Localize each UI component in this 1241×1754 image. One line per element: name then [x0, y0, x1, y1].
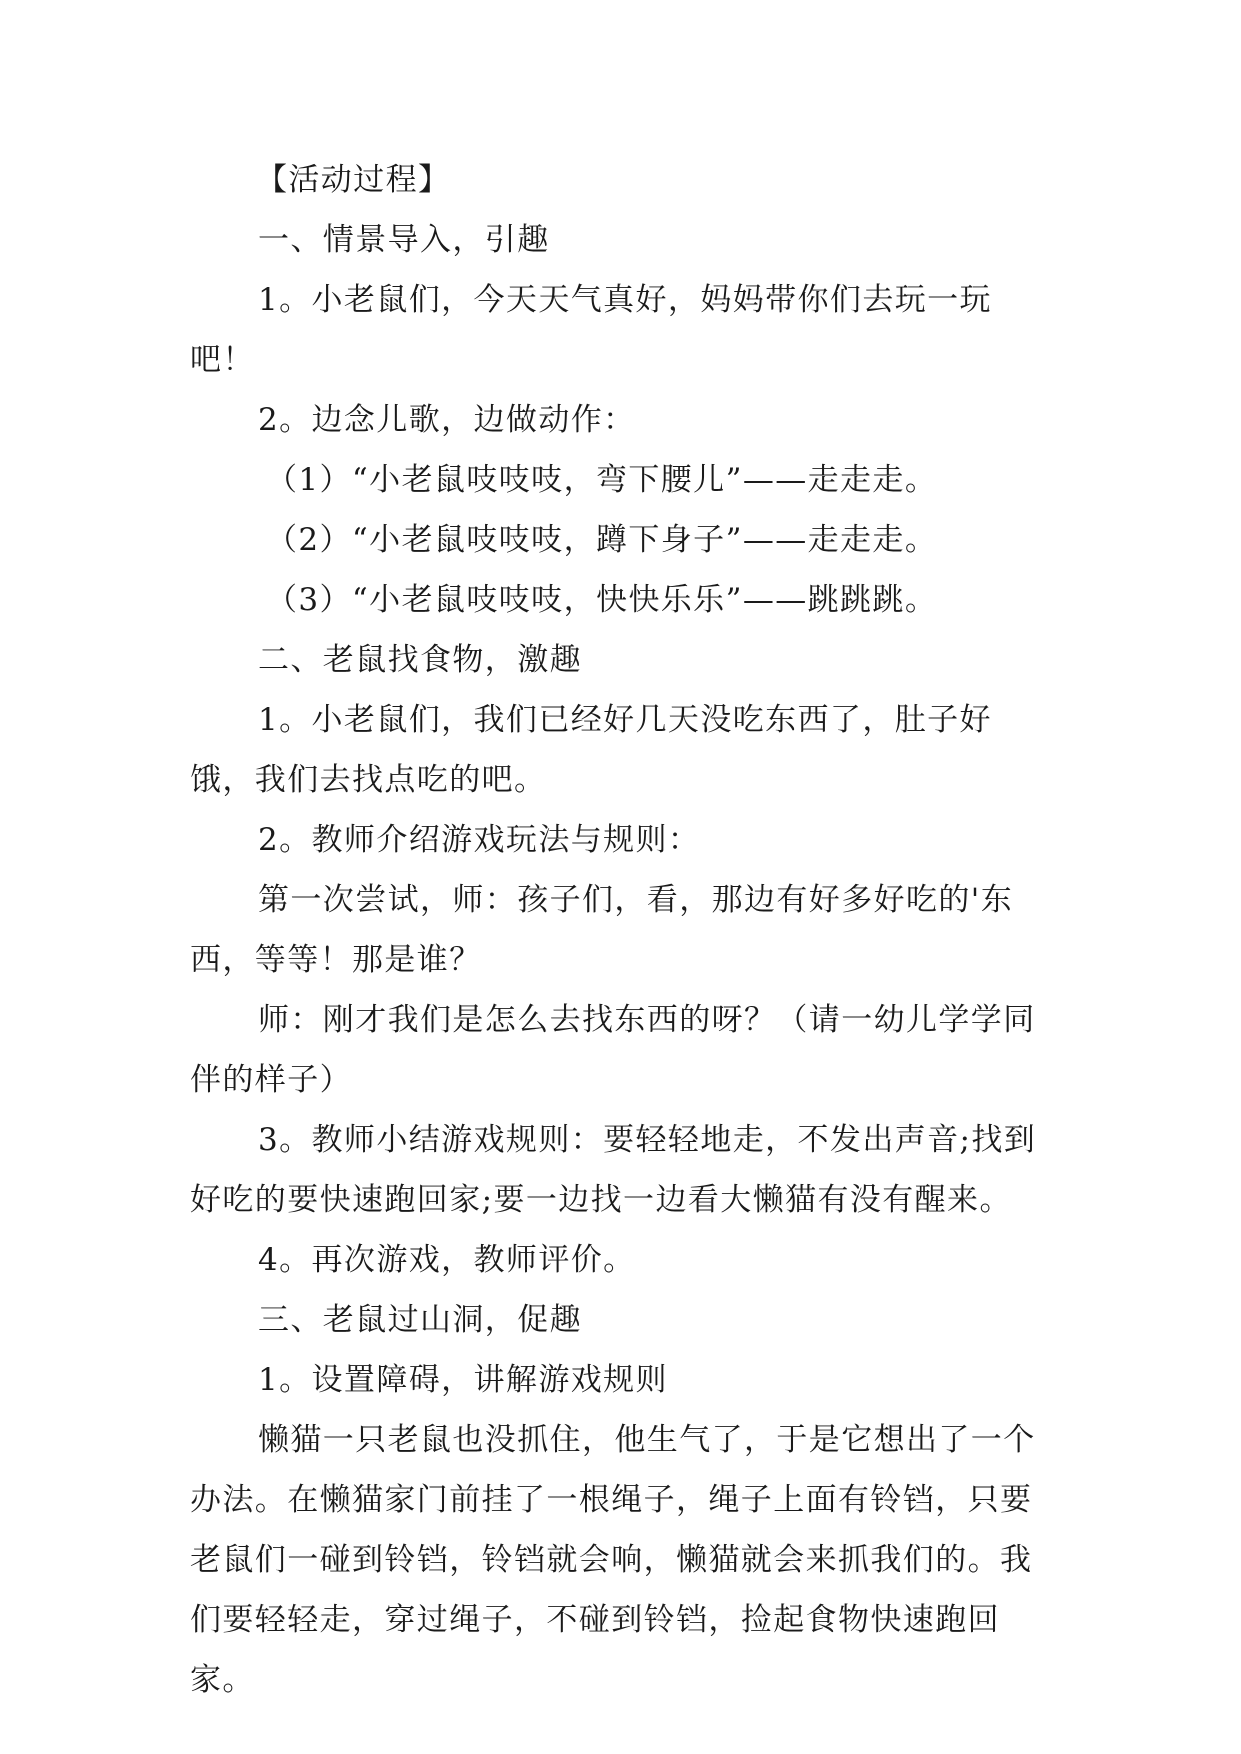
- paragraph: 师：刚才我们是怎么去找东西的呀？（请一幼儿学学同伴的样子）: [190, 1002, 1036, 1098]
- paragraph: 1。设置障碍，讲解游戏规则: [258, 1362, 668, 1398]
- document-page: [190, 150, 1054, 1710]
- rhyme-line-3: （3）“小老鼠吱吱吱，快快乐乐”——跳跳跳。: [266, 582, 938, 618]
- paragraph: 1。小老鼠们，今天天气真好，妈妈带你们去玩一玩吧！: [190, 282, 992, 378]
- section-heading-activity-process: 【活动过程】: [256, 162, 451, 198]
- rhyme-line-2: （2）“小老鼠吱吱吱，蹲下身子”——走走走。: [266, 522, 938, 558]
- paragraph: 3。教师小结游戏规则：要轻轻地走，不发出声音;找到好吃的要快速跑回家;要一边找一边看大懒猫有没有醒来。: [190, 1122, 1037, 1218]
- paragraph: 1。小老鼠们，我们已经好几天没吃东西了，肚子好饿，我们去找点吃的吧。: [190, 702, 992, 798]
- paragraph: 2。教师介绍游戏玩法与规则：: [258, 822, 701, 858]
- paragraph: 懒猫一只老鼠也没抓住，他生气了，于是它想出了一个办法。在懒猫家门前挂了一根绳子，绳子上面有铃铛，只要老鼠们一碰到铃铛，铃铛就会响，懒猫就会来抓我们的。我们要轻轻走，穿过绳子，不碰到铃铛，捡起食物快速跑回家。: [190, 1422, 1036, 1698]
- rhyme-line-1: （1）“小老鼠吱吱吱，弯下腰儿”——走走走。: [266, 462, 938, 498]
- paragraph: 第一次尝试，师：孩子们，看，那边有好多好吃的'东西，等等！那是谁？: [190, 882, 1014, 978]
- section-heading-1: 一、情景导入，引趣: [258, 222, 550, 258]
- paragraph: 2。边念儿歌，边做动作：: [258, 402, 636, 438]
- paragraph: 4。再次游戏，教师评价。: [258, 1242, 636, 1278]
- section-heading-3: 三、老鼠过山洞，促趣: [258, 1302, 582, 1338]
- section-heading-2: 二、老鼠找食物，激趣: [258, 642, 582, 678]
